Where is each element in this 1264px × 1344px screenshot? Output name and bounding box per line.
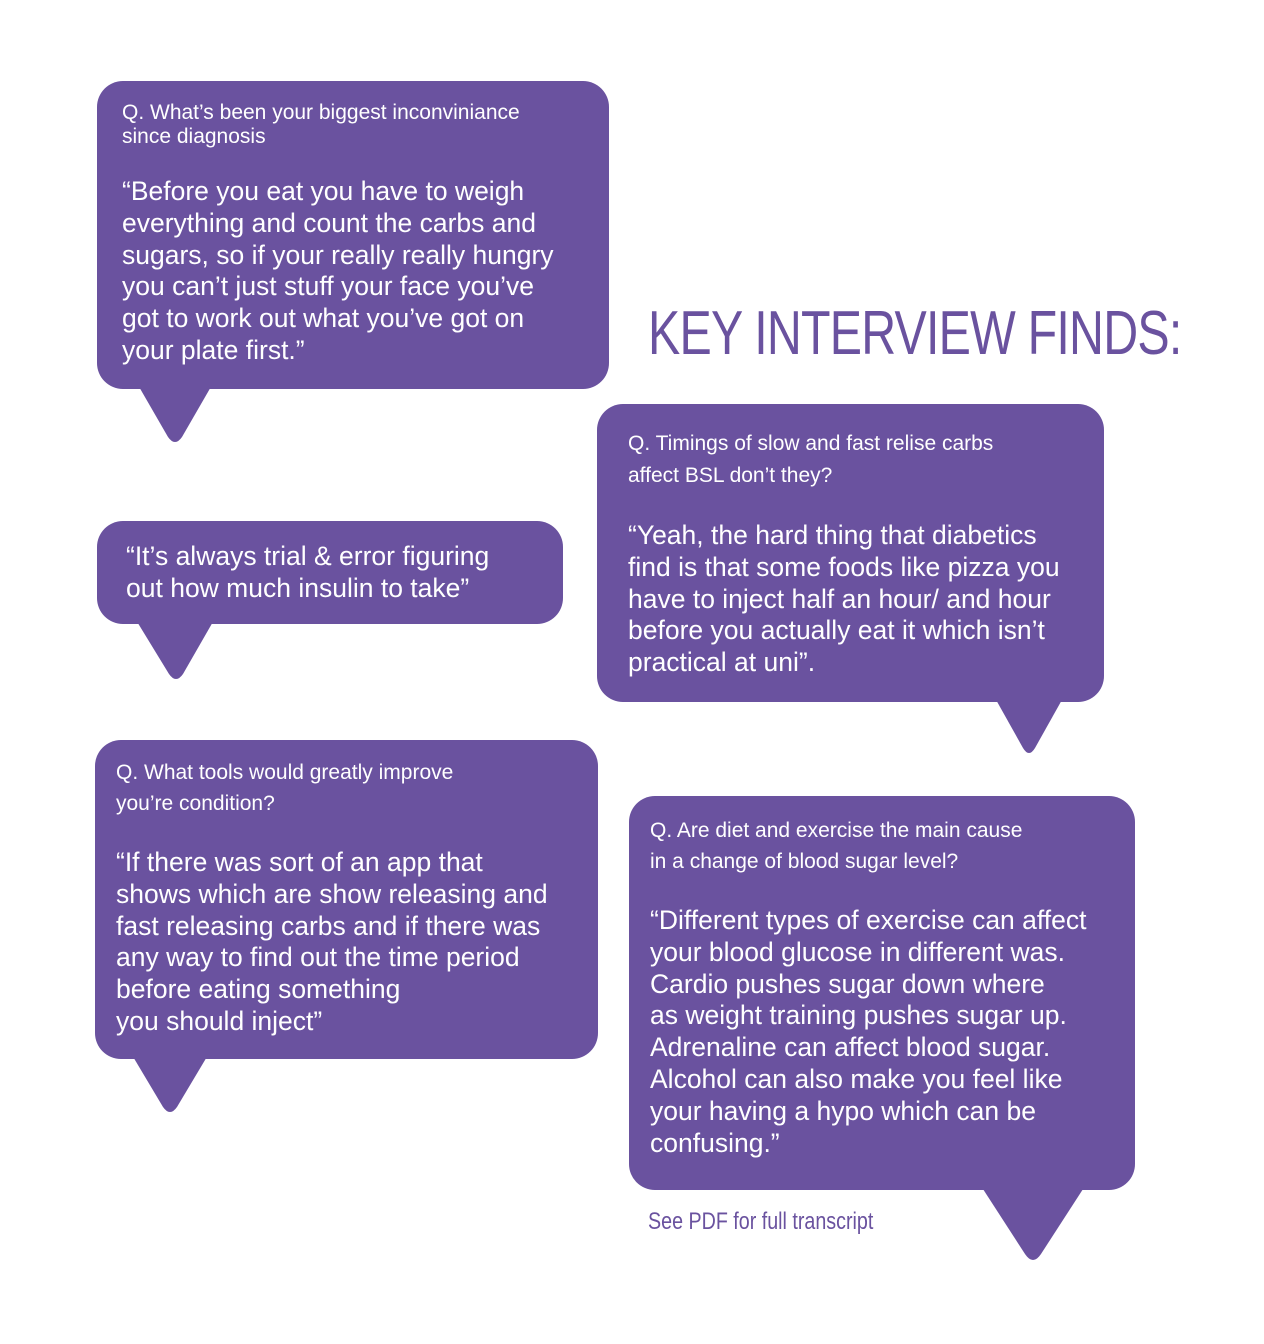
bubble-tail (981, 1186, 1085, 1266)
bubble-question: Q. What tools would greatly improve you’re condition? (116, 761, 454, 815)
speech-bubble-carb-timings (597, 404, 1104, 702)
transcript-note: See PDF for full transcript (648, 1208, 874, 1235)
bubble-tail (136, 620, 214, 684)
bubble-answer: “It’s always trial & error figuring out how much insulin to take” (126, 541, 490, 603)
bubble-answer: “Before you eat you have to weigh everything and count the carbs and sugars, so if your really really hungry you can’t just stuff your face you’ve got to work out what you’ve got on your plate first.” (122, 176, 554, 365)
bubble-answer: “Yeah, the hard thing that diabetics find is that some foods like pizza you have to inject half an hour/ and hour before you actually eat it which isn’t practical at uni”. (628, 520, 1060, 678)
bubble-tail (138, 385, 212, 447)
bubble-answer: “If there was sort of an app that shows which are show releasing and fast releasing carbs and if there was any way to find out the time period before eating something you should inject” (116, 847, 548, 1036)
speech-bubble-trial-error (97, 521, 563, 624)
bubble-tail (132, 1055, 208, 1117)
speech-bubble-tools (95, 740, 598, 1059)
bubble-question: Q. Are diet and exercise the main cause in a change of blood sugar level? (650, 819, 1023, 873)
page-title: KEY INTERVIEW FINDS: (648, 299, 1182, 368)
bubble-question: Q. What’s been your biggest inconviniance since diagnosis (122, 101, 520, 148)
speech-bubble-diet-exercise (629, 796, 1135, 1190)
bubble-tail (995, 698, 1063, 758)
speech-bubble-inconvenience (97, 81, 609, 389)
bubble-question: Q. Timings of slow and fast relise carbs affect BSL don’t they? (628, 432, 994, 487)
bubble-answer: “Different types of exercise can affect your blood glucose in different was. Cardio pushes sugar down where as weight training pushes sugar up. Adrenaline can affect blood sugar. Alcohol can also make you feel like your having a hypo which can be confusing.” (650, 905, 1087, 1158)
